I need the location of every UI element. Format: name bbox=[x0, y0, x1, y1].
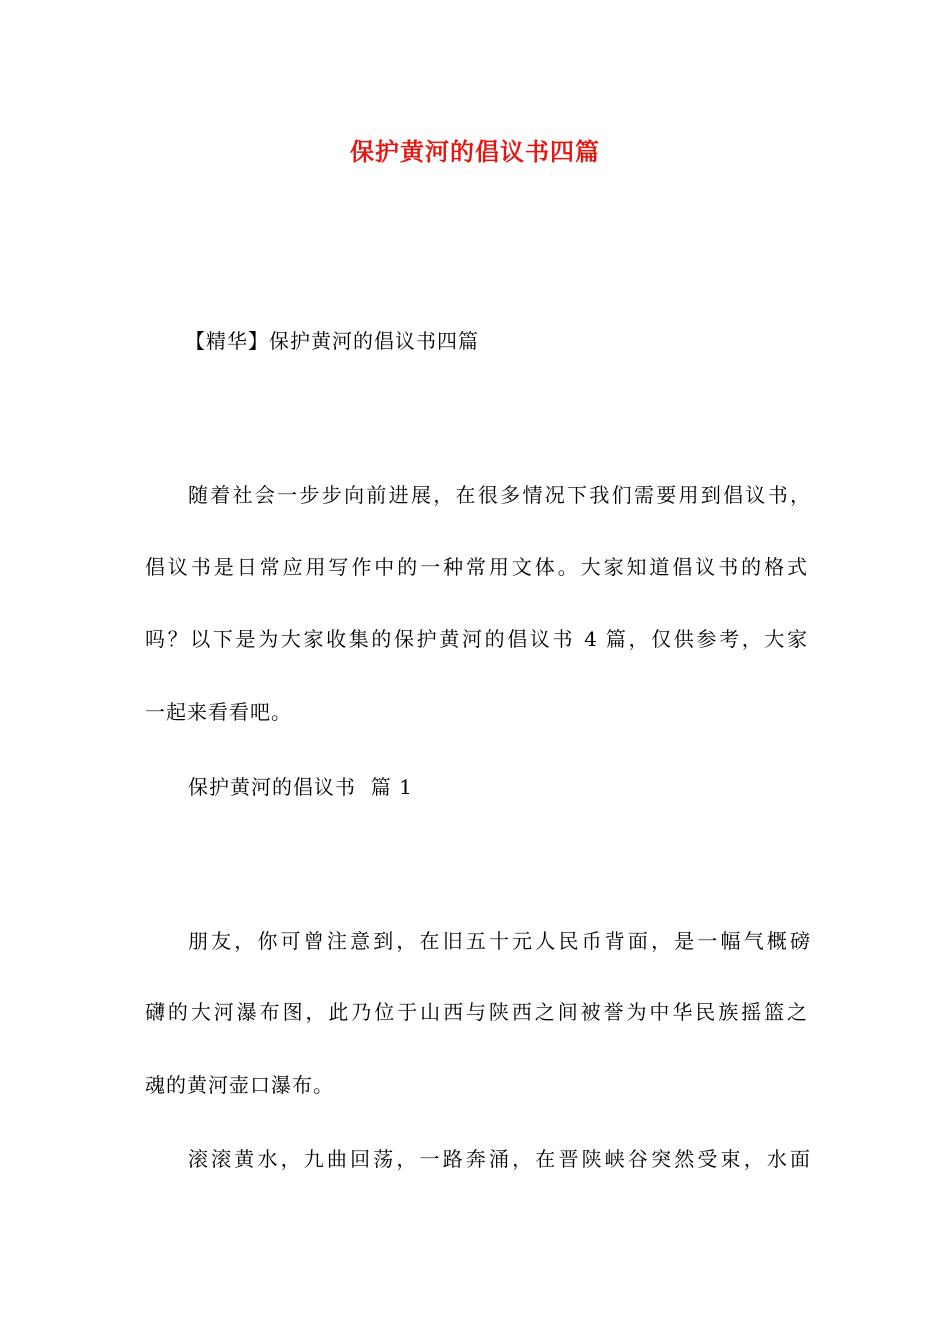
para1-line-1: 朋友，你可曾注意到，在旧五十元人民币背面，是一幅气概磅 bbox=[188, 929, 810, 953]
intro-line-3: 吗？以下是为大家收集的保护黄河的倡议书 4 篇，仅供参考，大家 bbox=[145, 627, 807, 651]
para1-line-3: 魂的黄河壶口瀑布。 bbox=[145, 1073, 334, 1097]
intro-line-2: 倡议书是日常应用写作中的一种常用文体。大家知道倡议书的格式 bbox=[145, 555, 807, 579]
intro-line-1: 随着社会一步步向前进展，在很多情况下我们需要用到倡议书， bbox=[188, 483, 810, 507]
para2-line-1: 滚滚黄水，九曲回荡，一路奔涌，在晋陕峡谷突然受束，水面 bbox=[188, 1147, 810, 1171]
section-heading: 保护黄河的倡议书 篇 1 bbox=[188, 775, 413, 799]
document-title: 保护黄河的倡议书四篇 bbox=[350, 137, 600, 166]
para1-line-2: 礴的大河瀑布图，此乃位于山西与陕西之间被誉为中华民族摇篮之 bbox=[145, 1000, 807, 1024]
intro-line-4: 一起来看看吧。 bbox=[145, 700, 292, 724]
document-subtitle: 【精华】保护黄河的倡议书四篇 bbox=[185, 329, 479, 353]
